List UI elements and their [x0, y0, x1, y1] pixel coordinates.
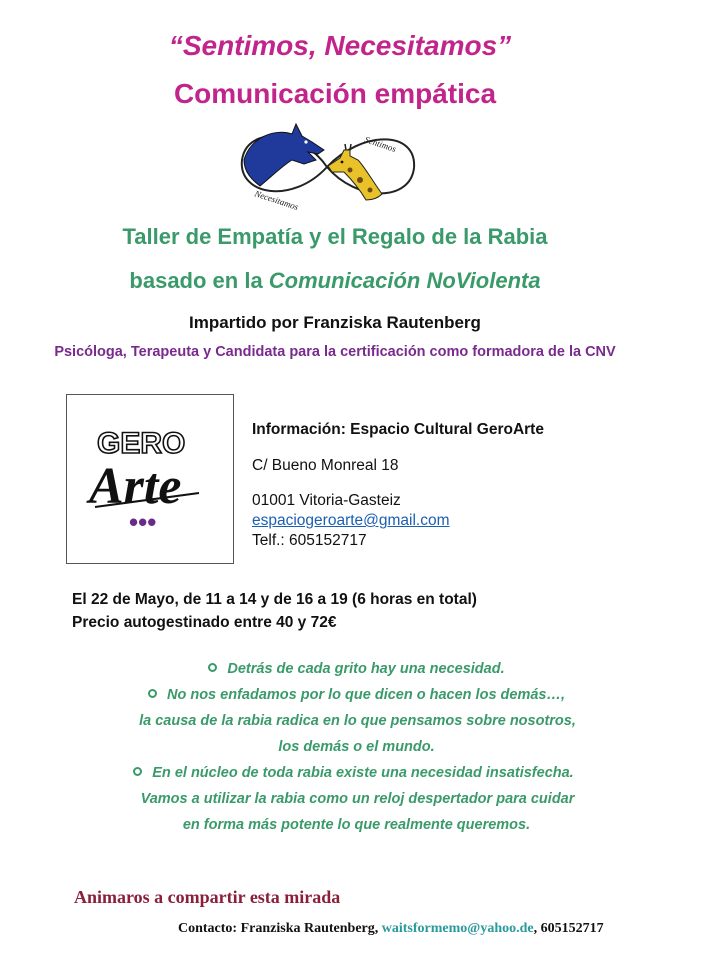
- credentials: Psicóloga, Terapeuta y Candidata para la certificación como formadora de la CNV: [54, 344, 616, 360]
- share-message: Animaros a compartir esta mirada: [74, 887, 341, 907]
- quote-line: la causa de la rabia radica en lo que pensamos sobre nosotros,: [139, 713, 576, 729]
- contact-email[interactable]: waitsformemo@yahoo.de: [381, 921, 534, 936]
- info-title: Información: Espacio Cultural GeroArte: [252, 421, 544, 438]
- email-link[interactable]: espaciogeroarte@gmail.com: [252, 512, 450, 529]
- venue-logo-line2: Arte: [89, 458, 182, 515]
- workshop-subheading: [0, 268, 670, 294]
- contact-line: [178, 921, 604, 937]
- subheading-prefix: basado en la: [129, 268, 269, 293]
- quote-line: los demás o el mundo.: [278, 739, 435, 755]
- geroarte-logo-graphic: [67, 395, 233, 563]
- contact-prefix: Contacto: Franziska Rautenberg,: [178, 921, 382, 936]
- logo-label-right: Sentimos: [363, 134, 398, 154]
- info-address: C/ Bueno Monreal 18: [252, 457, 399, 474]
- schedule-price: Precio autogestinado entre 40 y 72€: [72, 614, 337, 631]
- title-line-2: Comunicación empática: [173, 78, 497, 109]
- quote-line: No nos enfadamos por lo que dicen o hacen los demás…,: [0, 682, 713, 708]
- info-phone: Telf.: 605152717: [252, 532, 367, 549]
- title-line-1: “Sentimos, Necesitamos”: [168, 30, 512, 61]
- venue-logo: [66, 394, 234, 564]
- bullet-icon: [133, 767, 142, 776]
- workshop-heading: Taller de Empatía y el Regalo de la Rabia: [122, 224, 548, 249]
- contact-suffix: , 605152717: [533, 921, 604, 936]
- facilitator: Impartido por Franziska Rautenberg: [189, 313, 481, 332]
- schedule: [72, 588, 672, 634]
- quote-line: Detrás de cada grito hay una necesidad.: [0, 656, 713, 682]
- quote-line: En el núcleo de toda rabia existe una necesidad insatisfecha.: [0, 760, 713, 786]
- quote-line: en forma más potente lo que realmente queremos.: [182, 817, 531, 833]
- bullet-icon: [148, 689, 157, 698]
- schedule-date: El 22 de Mayo, de 11 a 14 y de 16 a 19 (6 horas en total): [72, 591, 477, 608]
- venue-logo-line1: GERO: [97, 427, 186, 460]
- subheading-emphasis: Comunicación NoViolenta: [268, 268, 541, 293]
- logo-label-left: Necesitamos: [253, 188, 300, 212]
- venue-logo-dots: •••: [129, 507, 157, 537]
- venue-info: [252, 420, 652, 551]
- infinity-logo-graphic: [232, 120, 422, 214]
- quote-line: Vamos a utilizar la rabia como un reloj despertador para cuidar: [140, 791, 575, 807]
- bullet-icon: [208, 663, 217, 672]
- infinity-logo: [232, 120, 422, 214]
- quotes-block: [0, 656, 713, 838]
- info-city: 01001 Vitoria-Gasteiz: [252, 492, 401, 509]
